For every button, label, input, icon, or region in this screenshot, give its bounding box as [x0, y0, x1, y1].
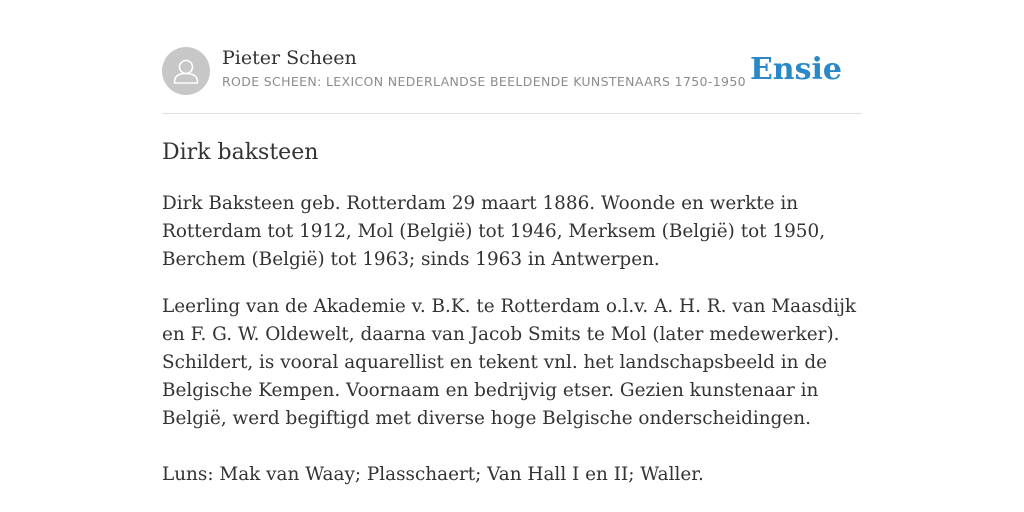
avatar[interactable]: [162, 47, 210, 95]
paragraph-biography: Dirk Baksteen geb. Rotterdam 29 maart 1886. Woonde en werkte in Rotterdam tot 1912, Mol (België) tot 1946, Merksem (België) tot 1950, Berchem (België) tot 1963; sinds 1963 in Antwerpen.: [162, 193, 826, 270]
author-header: [162, 46, 862, 96]
paragraph-references: Luns: Mak van Waay; Plasschaert; Van Hall I en II; Waller.: [162, 464, 704, 485]
brand-logo[interactable]: Ensie: [749, 52, 842, 87]
user-icon: [162, 47, 210, 95]
source-label[interactable]: RODE SCHEEN: LEXICON NEDERLANDSE BEELDENDE KUNSTENAARS 1750-1950: [222, 74, 746, 89]
divider: [162, 113, 862, 114]
author-name[interactable]: Pieter Scheen: [222, 47, 357, 69]
paragraph-education: Leerling van de Akademie v. B.K. te Rotterdam o.l.v. A. H. R. van Maasdijk en F. G. W. Oldewelt, daarna van Jacob Smits te Mol (later medewerker). Schildert, is vooral aquarellist en tekent vnl. het landschapsbeeld in de Belgische Kempen. Voornaam en bedrijvig etser. Gezien kunstenaar in België, werd begiftigd met diverse hoge Belgische onderscheidingen.: [162, 296, 857, 429]
page-title: Dirk baksteen: [162, 140, 319, 165]
article-card: [162, 0, 862, 512]
